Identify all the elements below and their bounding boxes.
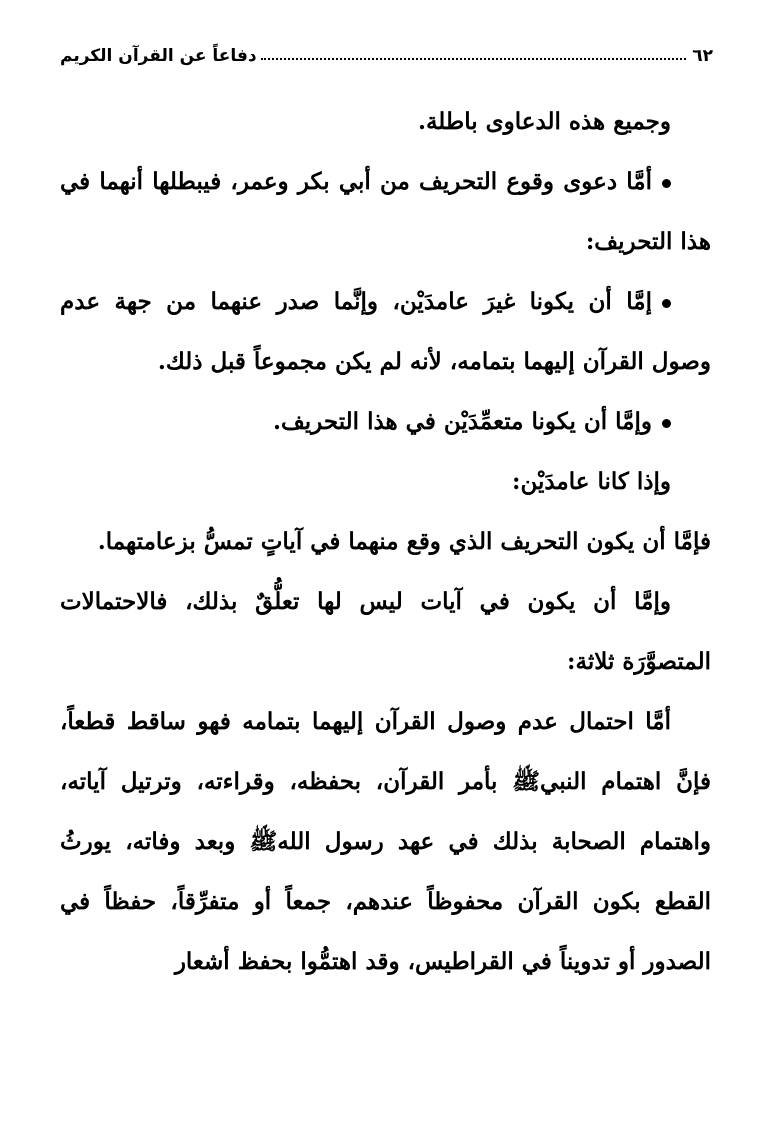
page-number: ٦٢: [692, 46, 713, 66]
paragraph-text: وجميع هذه الدعاوى باطلة.: [417, 108, 671, 135]
bullet-icon: [662, 419, 671, 428]
page-header: [60, 30, 713, 66]
paragraph-text: وإمَّا أن يكونا متعمِّدَيْن في هذا التحريف.: [272, 408, 652, 435]
header-dotted-leader: [261, 58, 687, 60]
paragraph: [60, 452, 711, 512]
running-title: دفاعاً عن القرآن الكريم: [60, 46, 257, 66]
paragraph-text: فإمَّا أن يكون التحريف الذي وقع منهما في آياتٍ تمسُّ بزعامتهما.: [97, 528, 711, 555]
bullet-icon: [662, 299, 671, 308]
paragraph-text: أمَّا دعوى وقوع التحريف من أبي بكر وعمر، فيبطلها أنهما في هذا التحريف:: [60, 168, 711, 255]
paragraph-text: وإمَّا أن يكون في آيات ليس لها تعلُّقٌ بذلك، فالاحتمالات المتصوَّرَة ثلاثة:: [60, 588, 711, 675]
bullet-paragraph: [60, 392, 711, 452]
paragraph: [60, 572, 711, 692]
body-text: [60, 92, 711, 992]
paragraph: [60, 692, 711, 992]
paragraph-text: أمَّا احتمال عدم وصول القرآن إليهما بتمامه فهو ساقط قطعاً، فإنَّ اهتمام النبيﷺ بأمر القرآن، بحفظه، وقراءته، وترتيل آياته، واهتمام الصحابة بذلك في عهد رسول اللهﷺ وبعد وفاته، يورثُ القطع بكون القرآن محفوظاً عندهم، جمعاً أو متفرِّقاً، حفظاً في الصدور أو تدويناً في القراطيس، وقد اهتمُّوا بحفظ أشعار: [60, 708, 711, 975]
bullet-icon: [662, 179, 671, 188]
paragraph: [60, 92, 711, 152]
paragraph-text: إمَّا أن يكونا غيرَ عامدَيْن، وإنَّما صدر عنهما من جهة عدم وصول القرآن إليهما بتمامه، لأنه لم يكن مجموعاً قبل ذلك.: [60, 288, 711, 375]
bullet-paragraph: [60, 272, 711, 392]
paragraph-text: وإذا كانا عامدَيْن:: [511, 468, 671, 495]
bullet-paragraph: [60, 152, 711, 272]
paragraph: [60, 512, 711, 572]
